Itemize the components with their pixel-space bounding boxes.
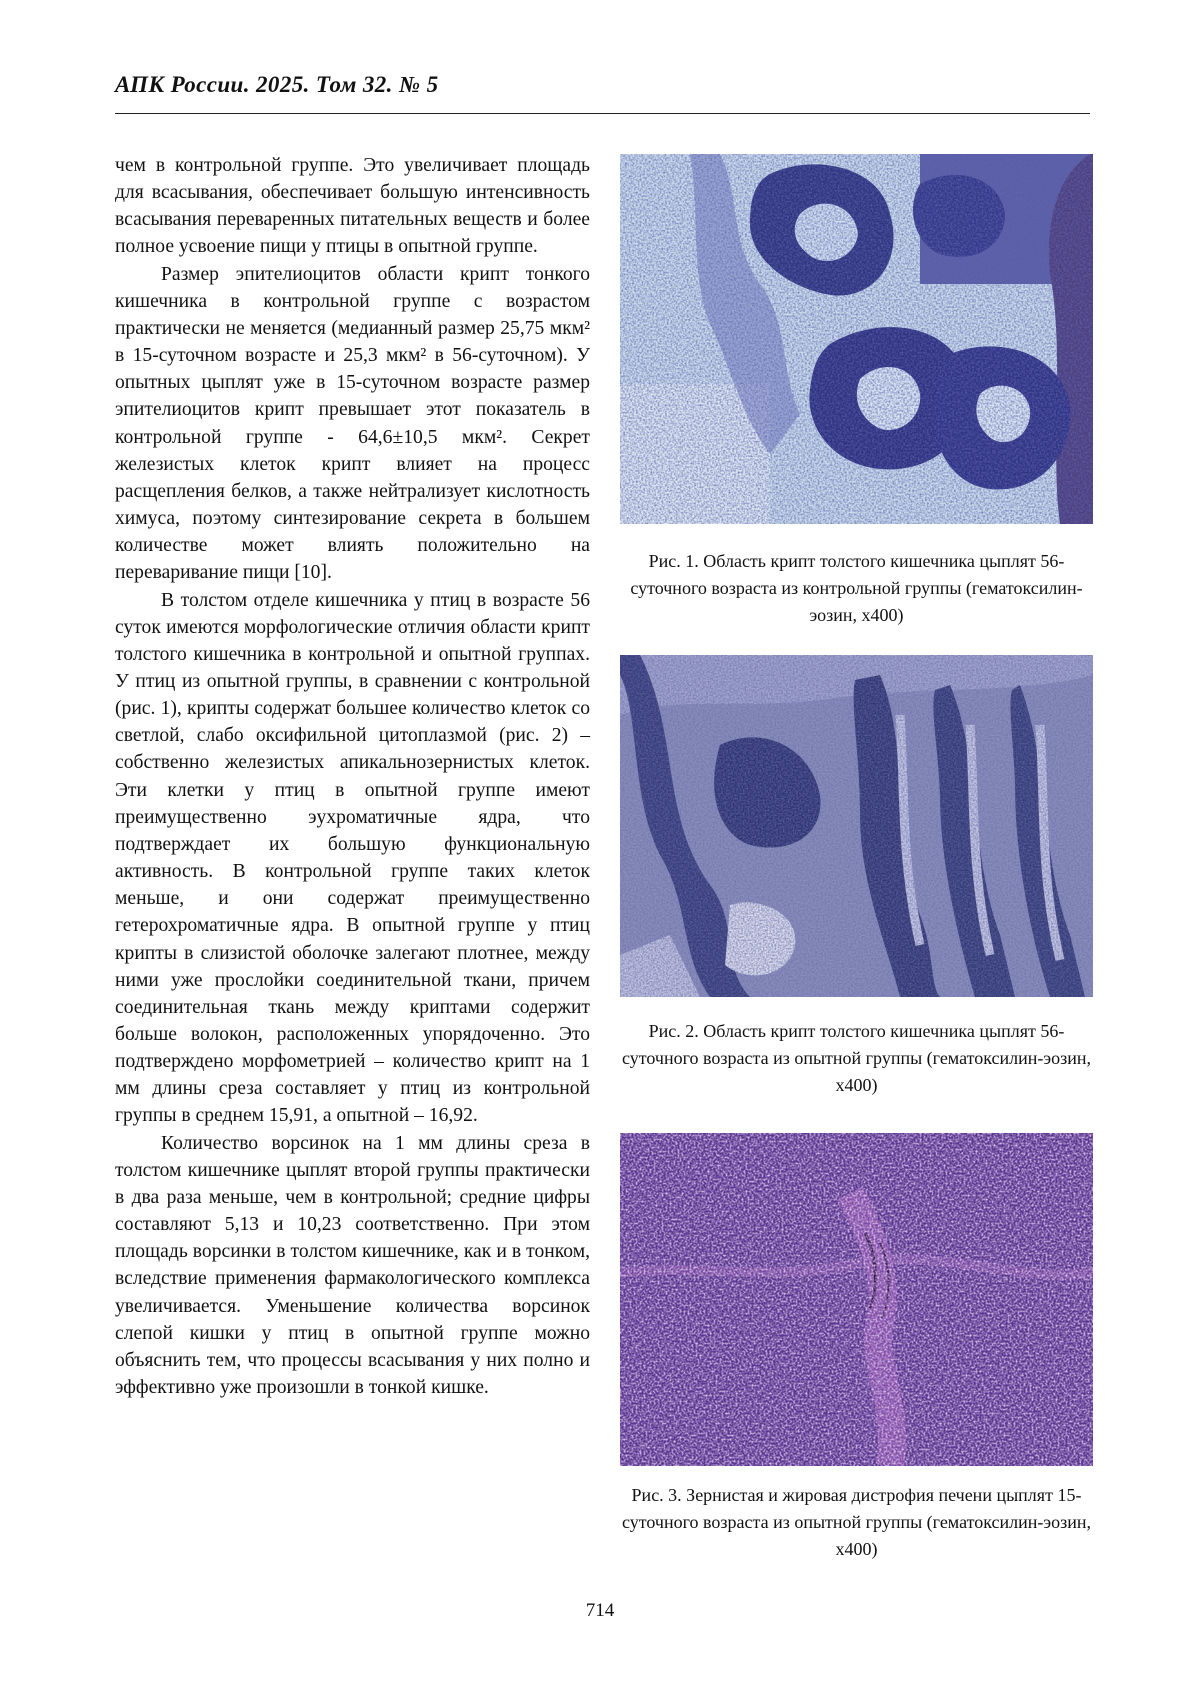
header-rule [115, 113, 1090, 114]
paragraph-3: В толстом отделе кишечника у птиц в возрасте 56 суток имеются морфологические отличия области крипт толстого кишечника в контрольной и опытной группах. У птиц из опытной группы, в сравнении с контрольной (рис. 1), крипты содержат большее количество клеток со светлой, слабо оксифильной цитоплазмой (рис. 2) – собственно железистых апикальнозернистых клеток. Эти клетки у птиц в опытной группе имеют преимущественно эухроматичные ядра, что подтверждает их большую функциональную активность. В контрольной группе таких клеток меньше, и они содержат преимущественно гетерохроматичные ядра. В опытной группе у птиц крипты в слизистой оболочке залегают плотнее, между ними уже прослойки соединительной ткани, причем соединительная ткань между криптами содержит больше волокон, расположенных упорядоченно. Это подтверждено морфометрией – количество крипт на 1 мм длины среза составляет у птиц из контрольной группы в среднем 15,91, а опытной – 16,92. [115, 589, 590, 1127]
figure-1-image [620, 154, 1093, 524]
figure-1-caption: Рис. 1. Область крипт толстого кишечника цыплят 56-суточного возраста из контрольной группы (гематоксилин-эозин, х400) [630, 551, 1083, 625]
paragraph-4: Количество ворсинок на 1 мм длины среза в толстом кишечнике цыплят второй группы практически в два раза меньше, чем в контрольной; средние цифры составляют 5,13 и 10,23 соответственно. При этом площадь ворсинки в толстом кишечнике, как и в тонком, вследствие применения фармакологического комплекса увеличивается. Уменьшение количества ворсинок слепой кишки у птиц в опытной группе можно объяснить тем, что процессы всасывания у них полно и эффективно уже произошли в тонкой кишке. [115, 1132, 590, 1399]
figure-2-caption: Рис. 2. Область крипт толстого кишечника цыплят 56-суточного возраста из опытной группы (гематоксилин-эозин, х400) [622, 1021, 1091, 1095]
figure-3-caption: Рис. 3. Зернистая и жировая дистрофия печени цыплят 15-суточного возраста из опытной группы (гематоксилин-эозин, х400) [622, 1485, 1091, 1559]
figure-2-image [620, 655, 1093, 997]
paragraph-2: Размер эпителиоцитов области крипт тонкого кишечника в контрольной группе с возрастом практически не меняется (медианный размер 25,75 мкм² в 15-суточном возрасте и 25,3 мкм² в 56-суточном). У опытных цыплят уже в 15-суточном возрасте размер эпителиоцитов крипт превышает этот показатель в контрольной группе - 64,6±10,5 мкм². Секрет железистых клеток крипт влияет на процесс расщепления белков, а также нейтрализует кислотность химуса, поэтому синтезирование секрета в большем количестве может влиять положительно на переваривание пищи [10]. [115, 263, 590, 584]
figure-1-micrograph [620, 154, 1093, 524]
figure-3-micrograph [620, 1133, 1093, 1466]
body-text-column [115, 152, 590, 1401]
running-header: АПК России. 2025. Том 32. № 5 [115, 72, 439, 97]
figure-2-micrograph [620, 655, 1093, 997]
paragraph-1: чем в контрольной группе. Это увеличивает площадь для всасывания, обеспечивает большую интенсивность всасывания переваренных питательных веществ и более полное усвоение пищи у птицы в опытной группе. [115, 155, 590, 258]
page-number: 714 [585, 1600, 615, 1621]
figure-3-image [620, 1133, 1093, 1466]
